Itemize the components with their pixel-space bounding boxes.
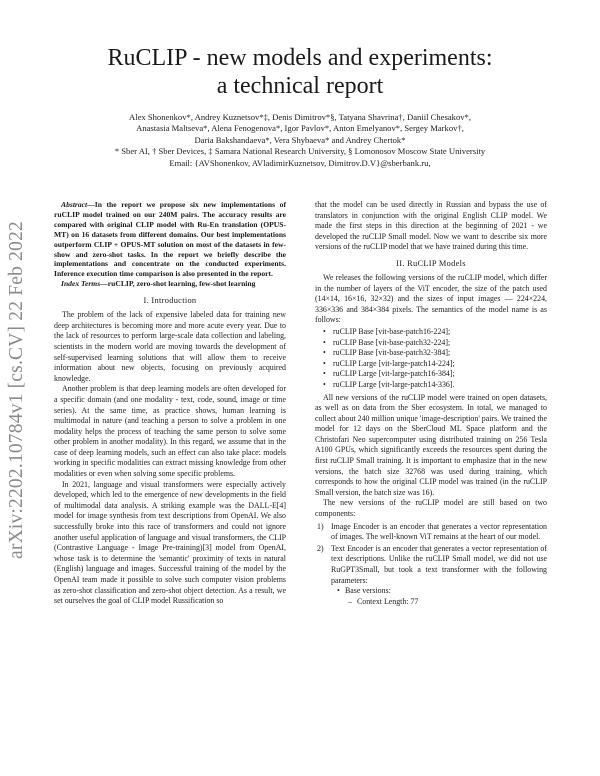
authors-line-2: Anastasia Maltseva*, Alena Fenogenova*, Igor Pavlov*, Anton Emelyanov*, Sergey Markov†, xyxy=(136,123,464,134)
title-line-1: RuCLIP - new models and experiments: xyxy=(107,45,493,71)
list-item: • ruCLIP Large [vit-large-patch14-336]. xyxy=(331,380,547,391)
sub-sub-list xyxy=(345,597,547,608)
components-paragraph: The new versions of the ruCLIP model are still based on two components: xyxy=(315,498,547,519)
author-email: Email: {AVShonenkov, AVladimirKuznetsov, Dimitrov.D.V}@sberbank.ru, xyxy=(169,157,431,168)
list-item xyxy=(345,586,547,607)
left-column xyxy=(54,200,286,607)
authors-line-1: Alex Shonenkov*, Andrey Kuznetsov*‡, Denis Dimitrov*§, Tatyana Shavrina†, Daniil Chesakov*, xyxy=(129,112,471,122)
abstract xyxy=(54,200,286,279)
list-item: • ruCLIP Base [vit-base-patch16-224]; xyxy=(331,327,547,338)
index-terms-lead: Index Terms xyxy=(61,279,101,289)
authors-line-3: Daria Bakshandaeva*, Vera Shybaeva* and Andrey Chertok* xyxy=(194,134,406,145)
list-item: • ruCLIP Large [vit-large-patch14-224]; xyxy=(331,359,547,370)
intro-paragraph-3: In 2021, language and visual transformers were especially actively developed, which led to the emergence of new developments in the field of multimodal data analysis. A striking example was the DALL-E[4] model for image synthesis from text descriptions from OpenAI. We also successfully broke into this race of transformers and could not ignore another useful application of language and visual transformers, the CLIP (Contrastive Language - Image Pre-training)[3] model from OpenAI, whose task is to determine the 'semantic' proximity of texts in natural (English) language and images. Successful training of the model by the OpenAI team made it possible to solve such computer vision problems as zero-shot classification and zero-shot object detection. As a result, we set ourselves the goal of CLIP model Russification so xyxy=(54,479,286,606)
training-paragraph: All new versions of the ruCLIP model were trained on open datasets, as well as on data from the Sber ecosystem. In total, we managed to collect about 240 million unique 'image-description' pairs. We trained the model for 12 days on the SberCloud ML Space platform and the Christofari Neo supercomputer using distributed training on 256 Tesla A100 GPUs, which significantly exceeds the resources spent during the first ruCLIP Small training. It is important to emphasize that in the new versions, the batch size 32768 was used during training, which corresponds to how the original CLIP model was trained (in the ruCLIP Small version, the batch size was 16). xyxy=(315,392,547,497)
models-paragraph: We releases the following versions of the ruCLIP model, which differ in the number of layers of the ViT encoder, the size of the patch used (14×14, 16×16, 32×32) and the sizes of input images — 224×224, 336×336 and 384×384 pixels. The semantics of the model name is as follows: xyxy=(315,272,547,325)
component-text: Image Encoder is an encoder that generates a vector representation of images. The well-known ViT remains at the heart of our model. xyxy=(331,521,547,542)
paper-title xyxy=(60,44,540,100)
index-terms xyxy=(54,279,286,289)
title-line-2: a technical report xyxy=(216,73,384,99)
affiliations: * Sber AI, † Sber Devices, ‡ Samara National Research University, § Lomonosov Moscow State University xyxy=(114,146,486,157)
list-item: • ruCLIP Base [vit-base-patch32-224]; xyxy=(331,338,547,349)
intro-paragraph-2: Another problem is that deep learning models are often developed for a specific domain (and one modality - text, code, sound, image or time series). At the same time, as practice shows, human learning is multimodal in nature (and teaching a person to solve a problem in one modality helps the process of teaching the same person to solve some other problem in another modality). In this regard, we assume that in the case of deep learning models, such an effect can also take place: models working in specific modalities can extract missing knowledge from other modalities or even when solving some specific problems. xyxy=(54,384,286,479)
abstract-text: —In the report we propose six new implementations of ruCLIP model trained on our 240M pairs. The accuracy results are compared with original CLIP model with Ru-En translation (OPUS-MT) on 16 datasets from different domains. Our best implementations outperform CLIP + OPUS-MT solution on most of the datasets in few-show and zero-shot tasks. In the report we briefly describe the implementations and concentrate on the conducted experiments. Inference execution time comparison is also presented in the report. xyxy=(54,200,286,279)
intro-paragraph-continued: that the model can be used directly in Russian and bypass the use of translators in conjunction with the original English CLIP model. We made the first steps in this direction at the beginning of 2021 - we developed the ruCLIP Small model. Now we want to describe six more versions of the ruCLIP model that we have trained during this time. xyxy=(315,200,547,252)
list-item: • ruCLIP Large [vit-large-patch16-384]; xyxy=(331,369,547,380)
author-block xyxy=(50,112,550,169)
section-heading-introduction: I. Introduction xyxy=(143,296,197,306)
model-list xyxy=(315,327,547,391)
list-number: 1) xyxy=(317,521,324,531)
intro-paragraph-1: The problem of the lack of expensive labeled data for training new deep architectures is becoming more and more acute every year. Due to the lack of resources to perform large-scale data collection and labeling, scientists in the modern world are moving towards the development of self-supervised learning solutions that will allow them to receive information about new objects, focusing on previously acquired knowledge. xyxy=(54,310,286,383)
list-item: • ruCLIP Base [vit-base-patch32-384]; xyxy=(331,348,547,359)
right-column xyxy=(315,200,547,608)
list-item xyxy=(317,543,547,608)
abstract-lead: Abstract xyxy=(61,200,88,209)
component-text: Text Encoder is an encoder that generates a vector representation of text descriptions. Unlike the ruCLIP Small model, we did not use RuGPT3Small, but took a text transformer with the following parameters: xyxy=(331,543,547,585)
index-terms-text: —ruCLIP, zero-shot learning, few-shot learning xyxy=(100,279,256,289)
section-heading-ruclip-models: II. RuCLIP Models xyxy=(396,258,466,268)
list-item xyxy=(317,521,547,543)
list-number: 2) xyxy=(317,543,324,553)
list-item: – Context Length: 77 xyxy=(357,597,547,608)
sub-item-text: Base versions: xyxy=(345,586,391,596)
arxiv-stamp: arXiv:2202.10784v1 [cs.CV] 22 Feb 2022 xyxy=(6,221,27,559)
sub-list xyxy=(331,586,547,607)
components-list xyxy=(315,522,547,608)
